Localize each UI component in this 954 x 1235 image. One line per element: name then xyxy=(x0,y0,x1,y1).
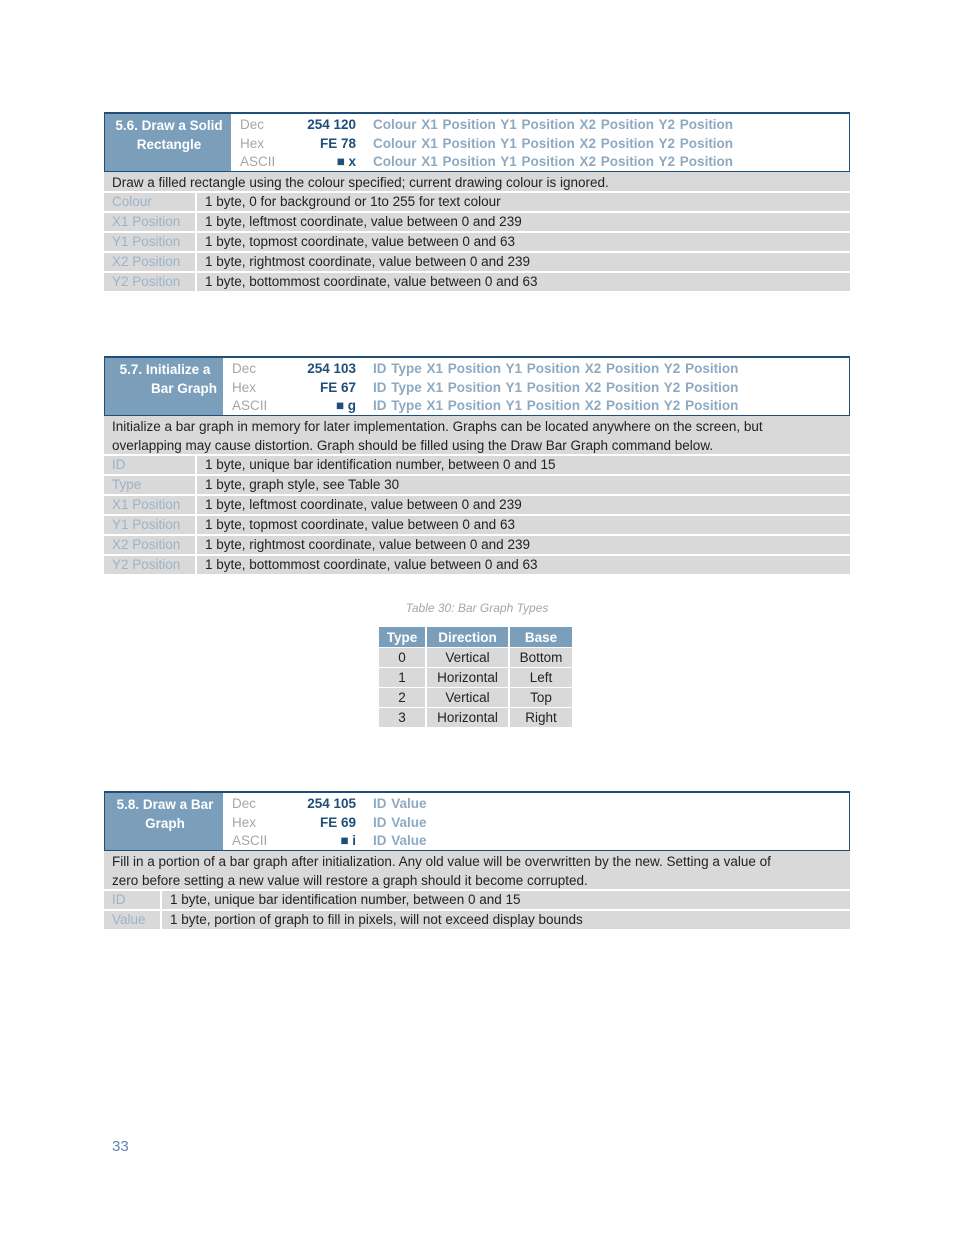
param-row xyxy=(104,911,850,931)
cell-type: 0 xyxy=(379,648,427,668)
dec-params: ID Value xyxy=(373,795,427,811)
cell-base: Right xyxy=(510,708,574,728)
section-title xyxy=(105,358,223,415)
ascii-label: ASCII xyxy=(240,154,276,170)
command-header xyxy=(104,356,850,416)
hex-value: FE 78 xyxy=(319,135,356,151)
param-desc: 1 byte, portion of graph to fill in pixels, will not exceed display bounds xyxy=(170,912,583,927)
param-desc: 1 byte, bottommost coordinate, value between 0 and 63 xyxy=(205,557,538,572)
cell-base: Top xyxy=(510,688,574,708)
command-codes xyxy=(231,114,733,171)
command-description xyxy=(104,416,850,456)
param-name: Y2 Position xyxy=(104,273,197,291)
description-line1: Fill in a portion of a bar graph after initialization. Any old value will be overwritten by the new. Setting a value of xyxy=(112,854,771,869)
param-desc: 1 byte, 0 for background or 1to 255 for text colour xyxy=(205,194,501,209)
param-desc: 1 byte, unique bar identification number, between 0 and 15 xyxy=(170,892,521,907)
command-description: Draw a filled rectangle using the colour specified; current drawing colour is ignored. xyxy=(104,172,850,193)
dec-value: 254 103 xyxy=(307,360,356,376)
section-title-line2: Bar Graph xyxy=(150,381,217,396)
command-header xyxy=(104,112,850,172)
param-name: Y1 Position xyxy=(104,233,197,251)
section-title-line2: Rectangle xyxy=(136,137,202,152)
param-name: ID xyxy=(104,456,197,474)
param-desc: 1 byte, leftmost coordinate, value between 0 and 239 xyxy=(205,497,522,512)
hex-label: Hex xyxy=(232,379,257,395)
ascii-params: ID Type X1 Position Y1 Position X2 Position Y2 Position xyxy=(373,398,739,414)
param-name: X2 Position xyxy=(104,536,197,554)
hex-params: ID Value xyxy=(373,814,427,830)
param-row xyxy=(104,253,850,273)
param-row xyxy=(104,891,850,911)
header-base: Base xyxy=(510,627,574,648)
ascii-label: ASCII xyxy=(232,833,268,849)
description-line2: overlapping may cause distortion. Graph should be filled using the Draw Bar Graph command below. xyxy=(112,438,714,453)
param-name: X1 Position xyxy=(104,496,197,514)
table-row xyxy=(379,688,574,708)
command-section-draw-bar-graph xyxy=(104,791,850,931)
command-codes xyxy=(223,793,427,850)
command-section-initialize-bar-graph xyxy=(104,356,850,576)
ascii-params: ID Value xyxy=(373,833,427,849)
param-row xyxy=(104,213,850,233)
hex-params: Colour X1 Position Y1 Position X2 Position Y2 Position xyxy=(373,135,734,151)
param-name: X2 Position xyxy=(104,253,197,271)
dec-label: Dec xyxy=(232,360,257,376)
dec-label: Dec xyxy=(232,795,257,811)
header-type: Type xyxy=(379,627,427,648)
param-desc: 1 byte, topmost coordinate, value between 0 and 63 xyxy=(205,517,515,532)
dec-value: 254 105 xyxy=(307,795,356,811)
param-name: Value xyxy=(104,911,162,929)
cell-direction: Horizontal xyxy=(427,708,510,728)
param-row xyxy=(104,496,850,516)
hex-label: Hex xyxy=(232,814,257,830)
cell-type: 3 xyxy=(379,708,427,728)
param-row xyxy=(104,456,850,476)
param-row xyxy=(104,193,850,213)
section-title xyxy=(105,793,223,850)
param-name: Colour xyxy=(104,193,197,211)
cell-direction: Vertical xyxy=(427,648,510,668)
command-codes xyxy=(223,358,738,415)
param-desc: 1 byte, unique bar identification number, between 0 and 15 xyxy=(205,457,556,472)
command-description xyxy=(104,851,850,891)
section-title-line2: Graph xyxy=(145,816,185,831)
cell-direction: Horizontal xyxy=(427,668,510,688)
param-row xyxy=(104,476,850,496)
description-line2: zero before setting a new value will restore a graph should it become corrupted. xyxy=(112,873,588,888)
table-caption: Table 30: Bar Graph Types xyxy=(405,601,549,615)
header-direction: Direction xyxy=(427,627,510,648)
ascii-label: ASCII xyxy=(232,398,268,414)
ascii-value: ■ x xyxy=(336,154,356,170)
dec-value: 254 120 xyxy=(307,116,356,132)
table-header-row xyxy=(379,627,574,648)
cell-direction: Vertical xyxy=(427,688,510,708)
param-desc: 1 byte, rightmost coordinate, value between 0 and 239 xyxy=(205,537,530,552)
param-name: Y2 Position xyxy=(104,556,197,574)
param-name: Type xyxy=(104,476,197,494)
dec-params: ID Type X1 Position Y1 Position X2 Position Y2 Position xyxy=(373,360,739,376)
param-row xyxy=(104,273,850,293)
hex-value: FE 67 xyxy=(319,379,356,395)
section-title-line1: 5.7. Initialize a xyxy=(119,362,211,377)
param-desc: 1 byte, graph style, see Table 30 xyxy=(205,477,400,492)
param-desc: 1 byte, topmost coordinate, value between 0 and 63 xyxy=(205,234,515,249)
param-name: X1 Position xyxy=(104,213,197,231)
dec-label: Dec xyxy=(240,116,265,132)
param-desc: 1 byte, bottommost coordinate, value between 0 and 63 xyxy=(205,274,538,289)
table-row xyxy=(379,708,574,728)
param-desc: 1 byte, rightmost coordinate, value between 0 and 239 xyxy=(205,254,530,269)
cell-type: 2 xyxy=(379,688,427,708)
param-desc: 1 byte, leftmost coordinate, value between 0 and 239 xyxy=(205,214,522,229)
param-row xyxy=(104,556,850,576)
section-title-line1: 5.6. Draw a Solid xyxy=(115,118,223,133)
param-name: Y1 Position xyxy=(104,516,197,534)
hex-value: FE 69 xyxy=(319,814,356,830)
page-number: 33 xyxy=(112,1138,129,1155)
cell-base: Left xyxy=(510,668,574,688)
param-row xyxy=(104,516,850,536)
cell-type: 1 xyxy=(379,668,427,688)
ascii-value: ■ i xyxy=(340,833,356,849)
command-header xyxy=(104,791,850,851)
hex-params: ID Type X1 Position Y1 Position X2 Position Y2 Position xyxy=(373,379,739,395)
section-title-line1: 5.8. Draw a Bar xyxy=(116,797,214,812)
dec-params: Colour X1 Position Y1 Position X2 Position Y2 Position xyxy=(373,116,734,132)
hex-label: Hex xyxy=(240,135,265,151)
table-row xyxy=(379,668,574,688)
ascii-params: Colour X1 Position Y1 Position X2 Position Y2 Position xyxy=(373,154,734,170)
param-row xyxy=(104,536,850,556)
param-name: ID xyxy=(104,891,162,909)
bar-graph-types-table xyxy=(379,627,574,728)
table-row xyxy=(379,648,574,668)
section-title xyxy=(105,114,231,171)
ascii-value: ■ g xyxy=(335,398,356,414)
command-section-draw-solid-rectangle xyxy=(104,112,850,293)
cell-base: Bottom xyxy=(510,648,574,668)
param-row xyxy=(104,233,850,253)
description-line1: Initialize a bar graph in memory for later implementation. Graphs can be located anywhere on the screen, but xyxy=(112,419,763,434)
